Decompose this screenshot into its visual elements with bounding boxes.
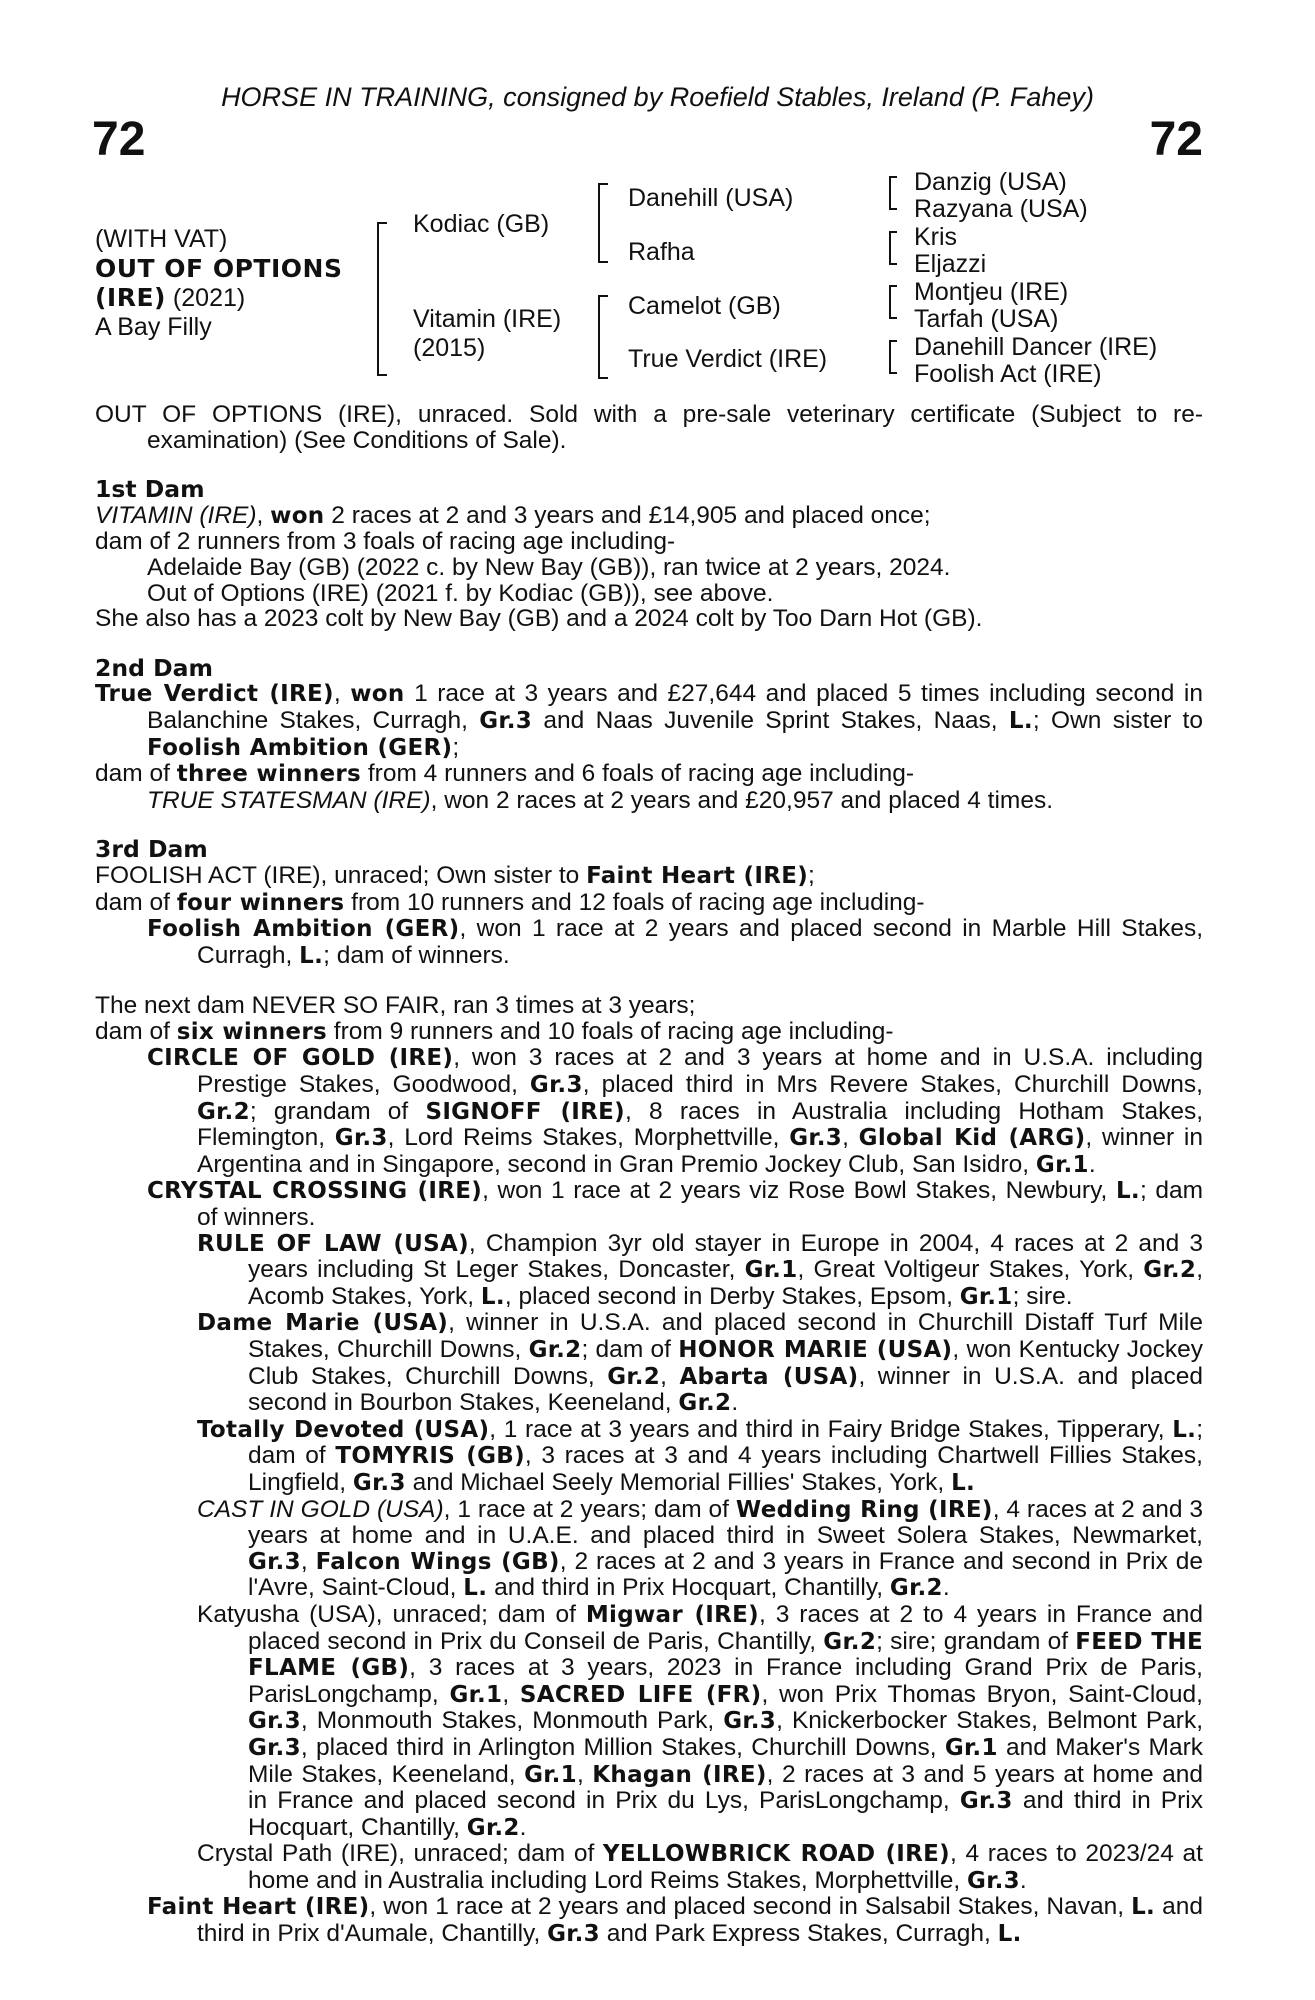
pedigree-sire-sire: Danehill (USA): [628, 184, 794, 212]
dam2-para2: dam of three winners from 4 runners and 6 foals of racing age including-: [95, 760, 914, 788]
horse-name-year: (IRE) (2021): [95, 283, 246, 312]
vat-label: (WITH VAT): [95, 225, 228, 253]
pedigree-brace-main: [377, 222, 387, 376]
katyusha-entry: Katyusha (USA), unraced; dam of Migwar (IRE), 3 races at 2 to 4 years in France and placed second in Prix du Conseil de Paris, Chantilly, Gr.2; sire; grandam of FEED THE FLAME (GB), 3 races at 3 years, 2023 in France including Grand Prix de Paris, ParisLongchamp, Gr.1, SACRED LIFE (FR), won Prix Thomas Bryon, Saint-Cloud, Gr.3, Monmouth Stakes, Monmouth Park, Gr.3, Knickerbocker Stakes, Belmont Park, Gr.3, placed third in Arlington Million Stakes, Churchill Downs, Gr.1 and Maker's Mark Mile Stakes, Keeneland, Gr.1, Khagan (IRE), 2 races at 3 and 5 years at home and in France and placed second in Prix du Lys, ParisLongchamp, Gr.3 and third in Prix Hocquart, Chantilly, Gr.2.: [197, 1600, 1204, 1841]
horse-identity: [95, 225, 342, 342]
dam3-para1: FOOLISH ACT (IRE), unraced; Own sister to Faint Heart (IRE);: [95, 861, 815, 889]
next-dam-para1: The next dam NEVER SO FAIR, ran 3 times at 3 years;: [95, 992, 696, 1020]
pedigree-sire: Kodiac (GB): [413, 210, 550, 238]
pedigree-brace-dam: [598, 295, 608, 379]
dam1-line3: Adelaide Bay (GB) (2022 c. by New Bay (GB)), ran twice at 2 years, 2024.: [147, 553, 951, 581]
crystal-crossing-entry: CRYSTAL CROSSING (IRE), won 1 race at 2 years viz Rose Bowl Stakes, Newbury, L.; dam of winners.: [147, 1177, 1204, 1232]
dam3-para2: dam of four winners from 10 runners and 12 foals of racing age including-: [95, 888, 925, 916]
rule-of-law-entry: RULE OF LAW (USA), Champion 3yr old stayer in Europe in 2004, 4 races at 2 and 3 years including St Leger Stakes, Doncaster, Gr.1, Great Voltigeur Stakes, York, Gr.2, Acomb Stakes, York, L., placed second in Derby Stakes, Epsom, Gr.1; sire.: [197, 1229, 1203, 1310]
cast-in-gold-entry: CAST IN GOLD (USA), 1 race at 2 years; dam of Wedding Ring (IRE), 4 races at 2 and 3 years at home and in U.A.E. and placed third in Sweet Solera Stakes, Newmarket, Gr.3, Falcon Wings (GB), 2 races at 2 and 3 years in France and second in Prix de l'Avre, Saint-Cloud, L. and third in Prix Hocquart, Chantilly, Gr.2.: [197, 1495, 1203, 1602]
dam2-para3: TRUE STATESMAN (IRE), won 2 races at 2 years and £20,957 and placed 4 times.: [147, 786, 1053, 814]
intro-paragraph: OUT OF OPTIONS (IRE), unraced. Sold with a pre-sale veterinary certificate (Subject to re-examination) (See Conditions of Sale).: [95, 401, 1203, 454]
pedigree-brace-g1: [889, 176, 897, 210]
dam2-para1: True Verdict (IRE), won 1 race at 3 years and £27,644 and placed 5 times including second in Balanchine Stakes, Curragh, Gr.3 and Naas Juvenile Sprint Stakes, Naas, L.; Own sister to Foolish Ambition (GER);: [95, 680, 1203, 761]
pedigree-brace-g4: [889, 340, 897, 374]
dam3-heading: 3rd Dam: [95, 835, 208, 864]
pedigree-grandparents: Danzig (USA) Razyana (USA) Kris Eljazzi Montjeu (IRE) Tarfah (USA) Danehill Dancer (IRE) Foolish Act (IRE): [914, 168, 1158, 388]
lot-number-left: 72: [92, 113, 146, 166]
lot-number-right: 72: [1149, 113, 1203, 166]
faint-heart-entry: Faint Heart (IRE), won 1 race at 2 years and placed second in Salsabil Stakes, Navan, L. and third in Prix d'Aumale, Chantilly, Gr.3 and Park Express Stakes, Curragh, L.: [147, 1893, 1203, 1948]
pedigree-brace-g3: [889, 285, 897, 319]
pedigree-dam-sire: Camelot (GB): [628, 292, 781, 320]
circle-of-gold-entry: CIRCLE OF GOLD (IRE), won 3 races at 2 and 3 years at home and in U.S.A. including Prestige Stakes, Goodwood, Gr.3, placed third in Mrs Revere Stakes, Churchill Downs, Gr.2; grandam of SIGNOFF (IRE), 8 races in Australia including Hotham Stakes, Flemington, Gr.3, Lord Reims Stakes, Morphettville, Gr.3, Global Kid (ARG), winner in Argentina and in Singapore, second in Gran Premio Jockey Club, San Isidro, Gr.1.: [147, 1044, 1204, 1178]
dam1-line4: Out of Options (IRE) (2021 f. by Kodiac (GB)), see above.: [147, 579, 774, 607]
totally-devoted-entry: Totally Devoted (USA), 1 race at 3 years and third in Fairy Bridge Stakes, Tipperary, L.; dam of TOMYRIS (GB), 3 races at 3 and 4 years including Chartwell Fillies Stakes, Lingfield, Gr.3 and Michael Seely Memorial Fillies' Stakes, York, L.: [197, 1415, 1203, 1496]
dame-marie-entry: Dame Marie (USA), winner in U.S.A. and placed second in Churchill Distaff Turf Mile Stakes, Churchill Downs, Gr.2; dam of HONOR MARIE (USA), won Kentucky Jockey Club Stakes, Churchill Downs, Gr.2, Abarta (USA), winner in U.S.A. and placed second in Bourbon Stakes, Keeneland, Gr.2.: [197, 1309, 1204, 1417]
pedigree-brace-sire: [598, 183, 608, 263]
crystal-path-entry: Crystal Path (IRE), unraced; dam of YELLOWBRICK ROAD (IRE), 4 races to 2023/24 at home and in Australia including Lord Reims Stakes, Morphettville, Gr.3.: [197, 1840, 1203, 1894]
catalogue-body: [95, 402, 1203, 1948]
dam1-line5: She also has a 2023 colt by New Bay (GB) and a 2024 colt by Too Darn Hot (GB).: [95, 605, 983, 633]
pedigree-brace-g2: [889, 231, 897, 265]
dam1-line1: VITAMIN (IRE), won 2 races at 2 and 3 years and £14,905 and placed once;: [95, 501, 931, 529]
pedigree-sire-dam: Rafha: [628, 238, 695, 266]
dam1-line2: dam of 2 runners from 3 foals of racing age including-: [95, 528, 676, 556]
dam2-heading: 2nd Dam: [95, 653, 213, 682]
next-dam-para2: dam of six winners from 9 runners and 10 foals of racing age including-: [95, 1017, 894, 1045]
dam1-heading: 1st Dam: [95, 475, 205, 504]
pedigree-dam-dam: True Verdict (IRE): [628, 345, 828, 373]
dam3-para3: Foolish Ambition (GER), won 1 race at 2 years and placed second in Marble Hill Stakes, Curragh, L.; dam of winners.: [147, 915, 1203, 969]
pedigree-dam: Vitamin (IRE) (2015): [413, 305, 562, 362]
horse-description: A Bay Filly: [95, 313, 212, 341]
catalogue-header: HORSE IN TRAINING, consigned by Roefield Stables, Ireland (P. Fahey): [221, 82, 1094, 112]
horse-name: OUT OF OPTIONS: [95, 254, 343, 283]
